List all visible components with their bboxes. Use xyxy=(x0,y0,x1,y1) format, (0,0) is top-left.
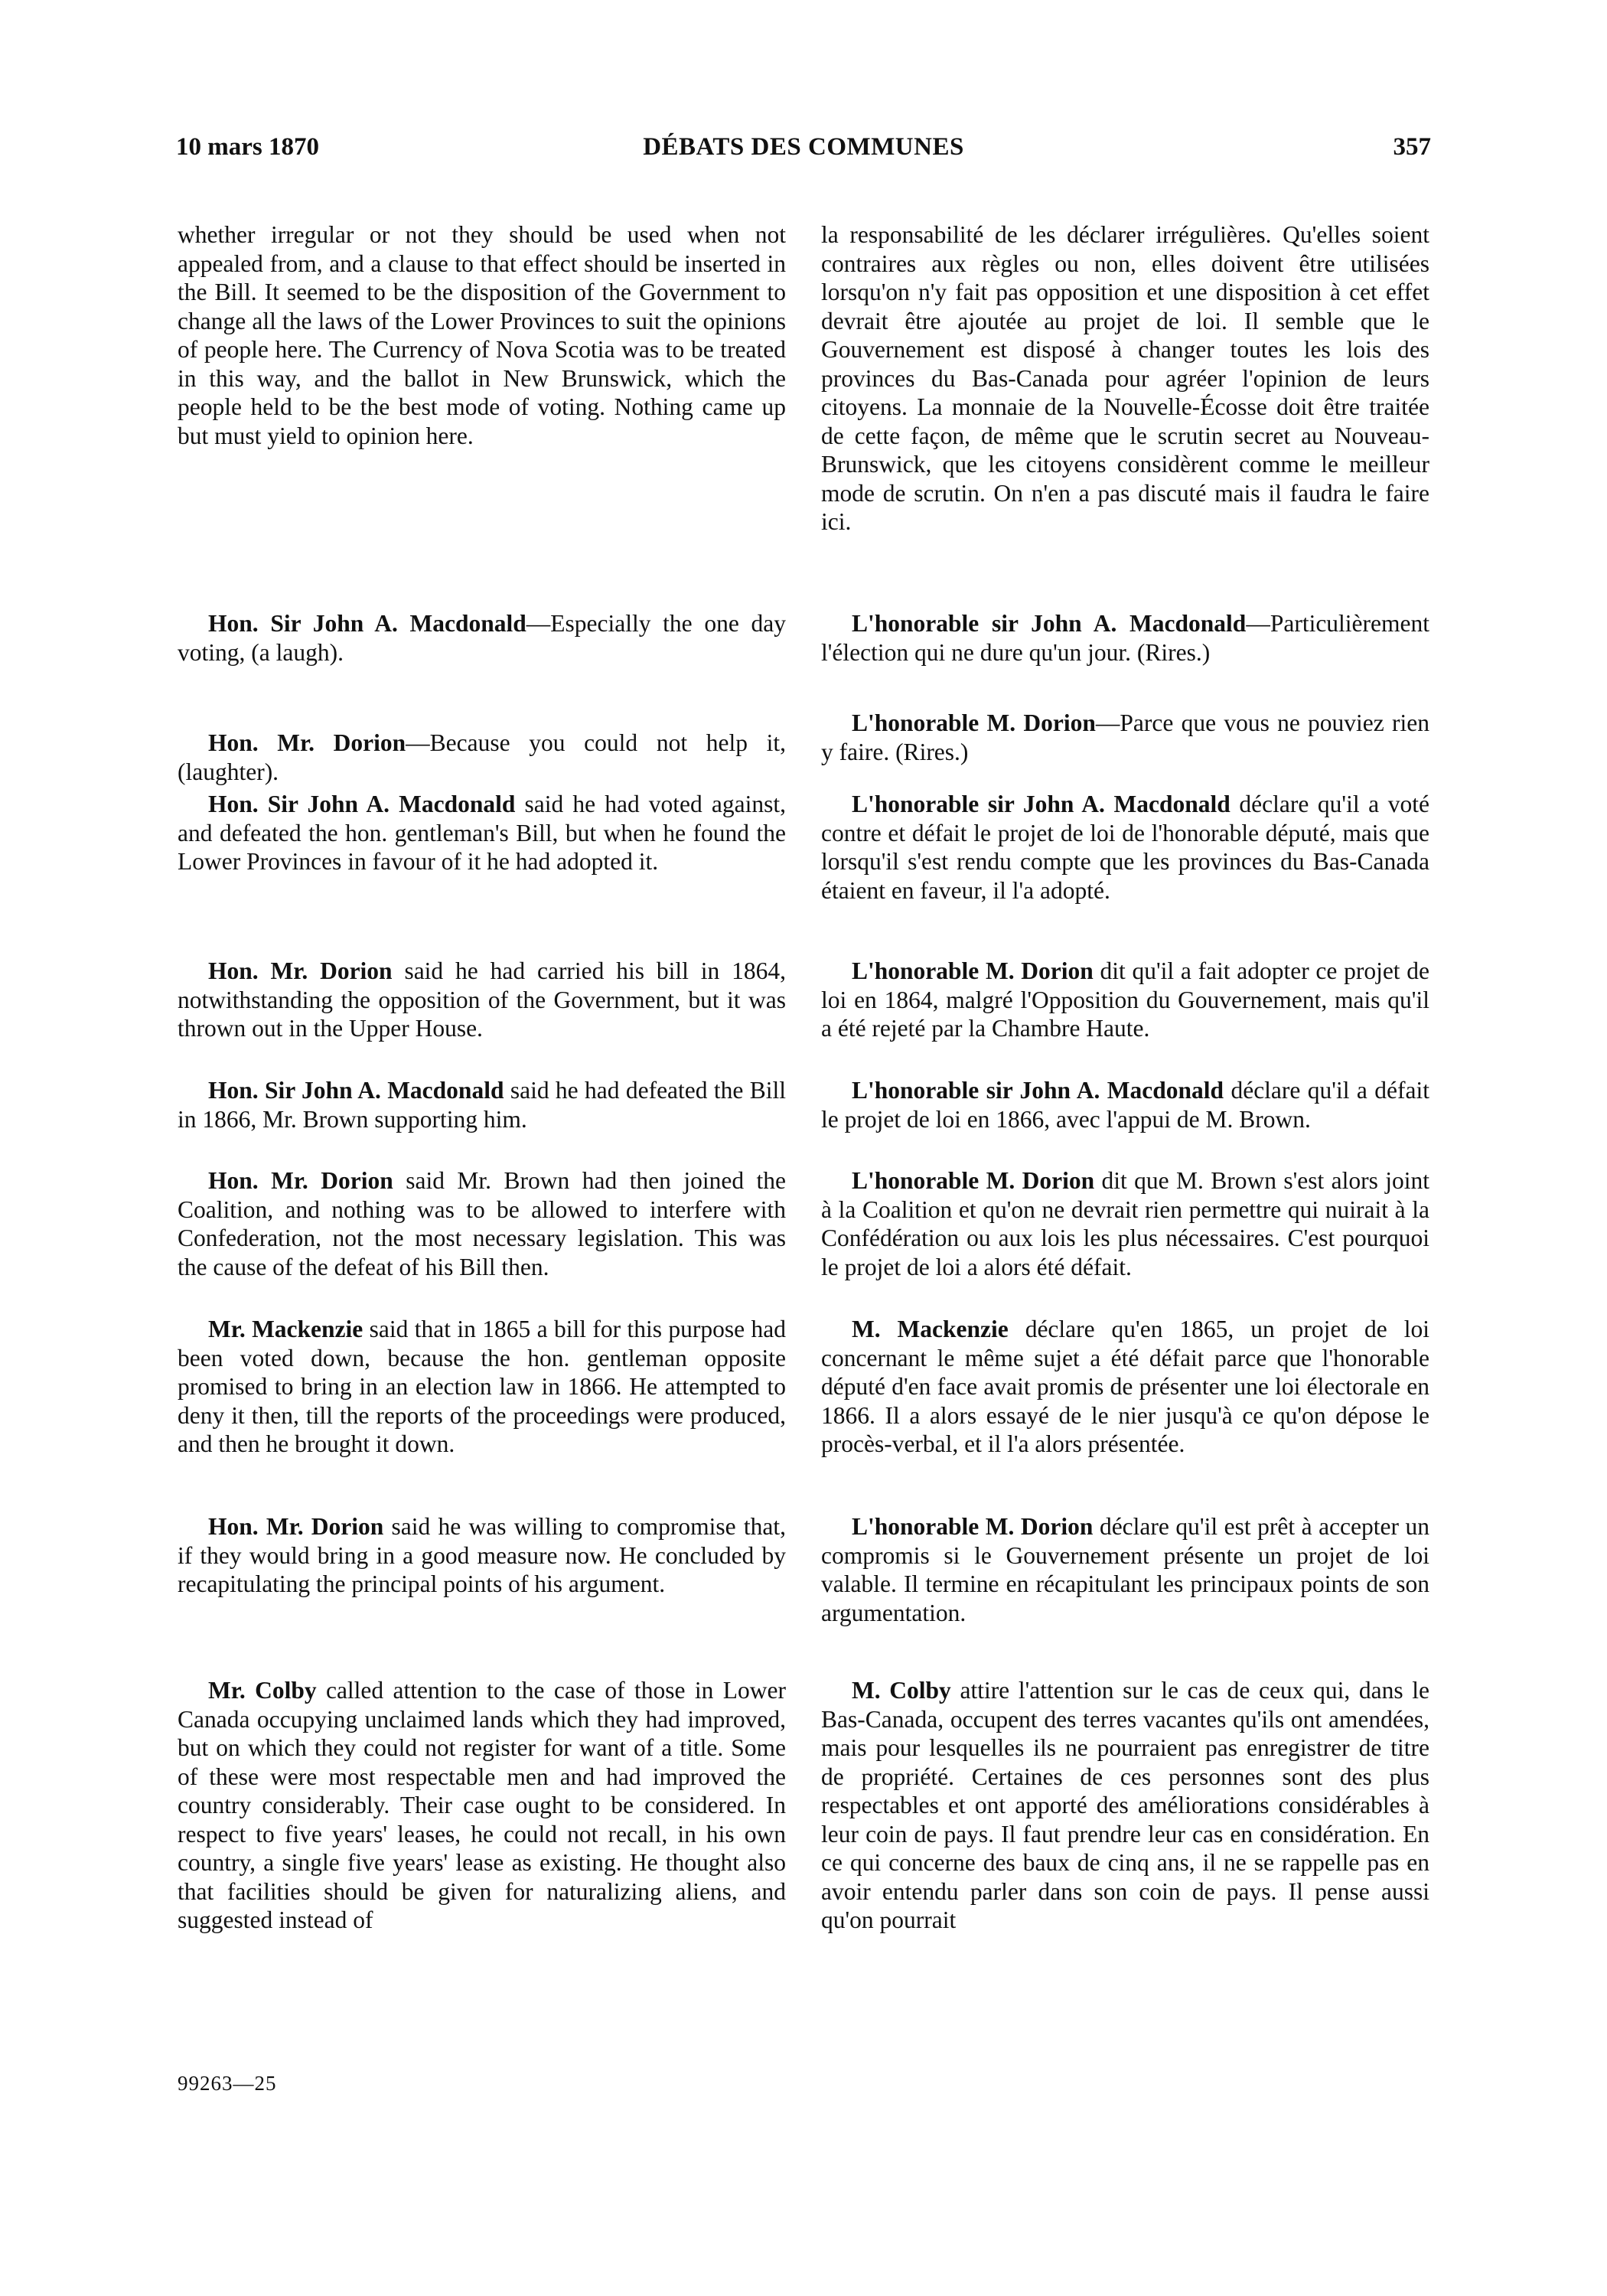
speech-text: said he was willing to compromise that, if they would bring in a good measure now. He concluded by recapitulating the principal points of his argument. xyxy=(178,1513,786,1597)
speaker-name: L'honorable sir John A. Macdonald xyxy=(852,1077,1224,1104)
paragraph-en-7 xyxy=(178,1166,786,1281)
paragraph-fr-10 xyxy=(821,1676,1429,1935)
speech-text: déclare qu'il est prêt à accepter un compromis si le Gouvernement présente un projet de loi valable. Il termine en récapitulant les principaux points de son argumentation. xyxy=(821,1513,1429,1626)
speaker-name: L'honorable M. Dorion xyxy=(852,1513,1094,1540)
speaker-name: Hon. Mr. Dorion xyxy=(208,729,406,756)
paragraph-fr-1: la responsabilité de les déclarer irrégulières. Qu'elles soient contraires aux règles ou non, elles doivent être utilisées lorsqu'on n'y fait pas opposition et une disposition à cet effet devrait être ajoutée au projet de loi. Il semble que le Gouvernement est disposé à changer toutes les lois des provinces du Bas-Canada pour agréer l'opinion de leurs citoyens. La monnaie de la Nouvelle-Écosse doit être traitée de cette façon, de même que le scrutin secret au Nouveau-Brunswick, que les citoyens considèrent comme le meilleur mode de scrutin. On n'en a pas discuté mais il faudra le faire ici. xyxy=(821,221,1429,535)
paragraph-fr-3 xyxy=(821,709,1429,766)
speech-text: —Because you could not help it, (laughter). xyxy=(178,729,787,785)
speech-text: —Especially the one day voting, (a laugh). xyxy=(178,610,786,666)
speech-text: said he had defeated the Bill in 1866, Mr. Brown supporting him. xyxy=(178,1077,786,1133)
paragraph-fr-5 xyxy=(821,957,1429,1043)
page-number: 357 xyxy=(1393,133,1431,161)
speaker-name: Hon. Mr. Dorion xyxy=(208,1513,384,1540)
footer-code: 99263—25 xyxy=(178,2072,277,2095)
speech-text: déclare qu'il a défait le projet de loi en 1866, avec l'appui de M. Brown. xyxy=(821,1077,1429,1133)
header-date: 10 mars 1870 xyxy=(176,133,319,161)
paragraph-en-5 xyxy=(178,957,786,1043)
paragraph-en-6 xyxy=(178,1076,786,1133)
speaker-name: L'honorable M. Dorion xyxy=(852,709,1096,736)
paragraph-en-2 xyxy=(178,609,786,667)
speech-text: said he had carried his bill in 1864, notwithstanding the opposition of the Government, but it was thrown out in the Upper House. xyxy=(178,957,786,1042)
speech-text: —Parce que vous ne pouviez rien y faire. (Rires.) xyxy=(821,709,1429,765)
paragraph-en-9 xyxy=(178,1512,786,1599)
speaker-name: M. Colby xyxy=(852,1677,951,1704)
paragraph-en-4 xyxy=(178,790,786,876)
speech-text: attire l'attention sur le cas de ceux qui, dans le Bas-Canada, occupent des terres vacantes qu'ils ont amendées, mais pour lesquelles ils ne pourraient pas enregistrer de titre de propriété. Certaines de ces personnes sont des plus respectables et ont apporté des améliorations considérables à leur coin de pays. Il faut prendre leur cas en considération. En ce qui concerne des baux de cinq ans, il ne se rappelle pas en avoir entendu parler dans son coin de pays. Il pense aussi qu'on pourrait xyxy=(821,1677,1430,1933)
speech-text: said that in 1865 a bill for this purpose had been voted down, because the hon. gentleman opposite promised to bring in an election law in 1866. He attempted to deny it then, till the reports of the proceedings were produced, and then he brought it down. xyxy=(178,1316,786,1457)
paragraph-fr-9 xyxy=(821,1512,1429,1627)
speech-text: called attention to the case of those in Lower Canada occupying unclaimed lands which they had improved, but on which they could not register for want of a title. Some of these were most respectable men and had improved the country considerably. Their case ought to be considered. In respect to five years' leases, he could not recall, in his own country, a single five years' lease as existing. He thought also that facilities should be given for naturalizing aliens, and suggested instead of xyxy=(178,1677,787,1933)
speaker-name: L'honorable sir John A. Macdonald xyxy=(852,610,1247,637)
speech-text: said Mr. Brown had then joined the Coalition, and nothing was to be allowed to interfere with Confederation, not the most necessary legislation. This was the cause of the defeat of his Bill then. xyxy=(178,1167,787,1280)
speaker-name: Hon. Sir John A. Macdonald xyxy=(208,791,516,817)
speaker-name: Hon. Mr. Dorion xyxy=(208,1167,393,1194)
speaker-name: Hon. Sir John A. Macdonald xyxy=(208,610,526,637)
speech-text: dit que M. Brown s'est alors joint à la Coalition et qu'on ne devrait rien permettre qui nuirait à la Confédération ou aux lois les plus nécessaires. C'est pourquoi le projet de loi a alors été défait. xyxy=(821,1167,1430,1280)
speaker-name: Mr. Mackenzie xyxy=(208,1316,363,1342)
speaker-name: M. Mackenzie xyxy=(852,1316,1009,1342)
speaker-name: L'honorable sir John A. Macdonald xyxy=(852,791,1231,817)
speaker-name: Hon. Mr. Dorion xyxy=(208,957,393,984)
speaker-name: Hon. Sir John A. Macdonald xyxy=(208,1077,504,1104)
paragraph-fr-6 xyxy=(821,1076,1429,1133)
paragraph-en-1: whether irregular or not they should be used when not appealed from, and a clause to that effect should be inserted in the Bill. It seemed to be the disposition of the Government to change all the laws of the Lower Provinces to suit the opinions of people here. The Currency of Nova Scotia was to be treated in this way, and the ballot in New Brunswick, which the people held to be the best mode of voting. Nothing came up but must yield to opinion here. xyxy=(178,221,786,449)
paragraph-fr-7 xyxy=(821,1166,1429,1281)
speaker-name: L'honorable M. Dorion xyxy=(852,1167,1095,1194)
speech-text: said he had voted against, and defeated the hon. gentleman's Bill, but when he found the Lower Provinces in favour of it he had adopted it. xyxy=(178,791,786,875)
speech-text: déclare qu'il a voté contre et défait le projet de loi de l'honorable député, mais que lorsqu'il s'est rendu compte que les provinces du Bas-Canada étaient en faveur, il l'a adopté. xyxy=(821,791,1429,904)
header-title: DÉBATS DES COMMUNES xyxy=(643,133,964,161)
speech-text: dit qu'il a fait adopter ce projet de loi en 1864, malgré l'Opposition du Gouvernement, mais qu'il a été rejeté par la Chambre Haute. xyxy=(821,957,1429,1042)
speech-text: déclare qu'en 1865, un projet de loi concernant le même sujet a été défait parce que l'honorable député d'en face avait promis de présenter une loi électorale en 1866. Il a alors essayé de le nier jusqu'à ce qu'on dépose le procès-verbal, et il l'a alors présentée. xyxy=(821,1316,1429,1457)
paragraph-fr-4 xyxy=(821,790,1429,905)
paragraph-en-8 xyxy=(178,1315,786,1459)
paragraph-fr-2 xyxy=(821,609,1429,667)
speaker-name: Mr. Colby xyxy=(208,1677,317,1704)
paragraph-en-10 xyxy=(178,1676,786,1935)
paragraph-en-3 xyxy=(178,729,786,786)
speech-text: —Particulièrement l'élection qui ne dure qu'un jour. (Rires.) xyxy=(821,610,1429,666)
speaker-name: L'honorable M. Dorion xyxy=(852,957,1094,984)
paragraph-fr-8 xyxy=(821,1315,1429,1459)
